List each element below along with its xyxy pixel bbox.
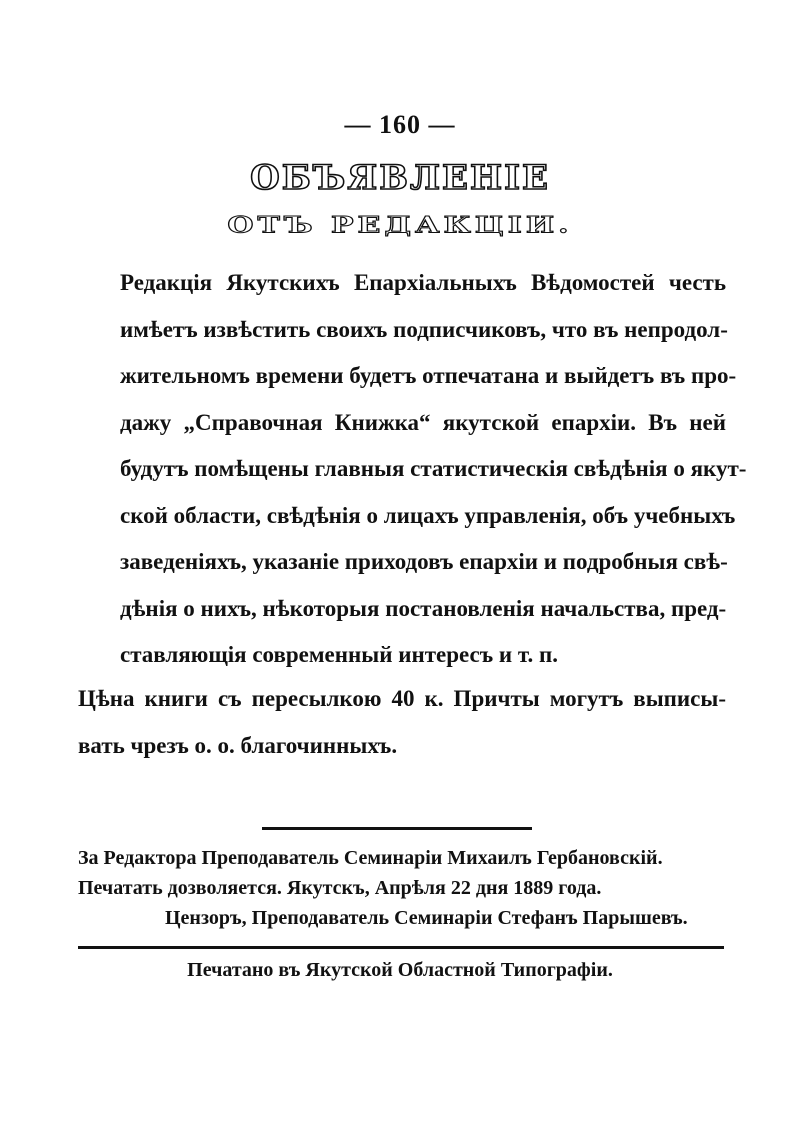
price-paragraph bbox=[78, 676, 726, 769]
text-line: Редакція Якутскихъ Епархіальныхъ Вѣдомостей честь bbox=[120, 270, 726, 295]
text-line: дажу „Справочная Книжка“ якутской епархіи. Въ ней bbox=[120, 409, 726, 435]
footer-permission: Печатать дозволяется. Якутскъ, Апрѣля 22 дня 1889 года. bbox=[78, 877, 602, 899]
text-line: дѣнія о нихъ, нѣкоторыя постановленія начальства, пред- bbox=[120, 595, 727, 621]
footer-printer: Печатано въ Якутской Областной Типографіи. bbox=[187, 959, 613, 981]
text-line: имѣетъ извѣстить своихъ подписчиковъ, что въ непродол- bbox=[120, 316, 728, 342]
text-line: ставляющія современный интересъ и т. п. bbox=[120, 642, 558, 667]
footer-editor: За Редактора Преподаватель Семинаріи Михаилъ Гербановскій. bbox=[78, 847, 663, 869]
text-line: ской области, свѣдѣнія о лицахъ управленія, объ учебныхъ bbox=[120, 502, 736, 528]
text-line: будутъ помѣщены главныя статистическія свѣдѣнія о якут- bbox=[120, 456, 747, 481]
footer-censor: Цензоръ, Преподаватель Семинаріи Стефанъ Парышевъ. bbox=[165, 907, 688, 929]
title-announcement: ОБЪЯВЛЕНІЕ bbox=[250, 158, 550, 198]
divider-long bbox=[78, 946, 724, 949]
text-line: вать чрезъ о. о. благочинныхъ. bbox=[78, 732, 398, 758]
divider-short bbox=[262, 827, 532, 830]
text-line: жительномъ времени будетъ отпечатана и выйдетъ въ про- bbox=[120, 363, 737, 388]
text-line: заведеніяхъ, указаніе приходовъ епархіи и подробныя свѣ- bbox=[120, 549, 728, 574]
title-from-editors: ОТЪ РЕДАКЦІИ. bbox=[227, 212, 573, 239]
announcement-paragraph bbox=[78, 260, 747, 679]
page-number: — 160 — bbox=[344, 110, 456, 139]
text-line: Цѣна книги съ пересылкою 40 к. Причты могутъ выписы- bbox=[78, 686, 726, 711]
